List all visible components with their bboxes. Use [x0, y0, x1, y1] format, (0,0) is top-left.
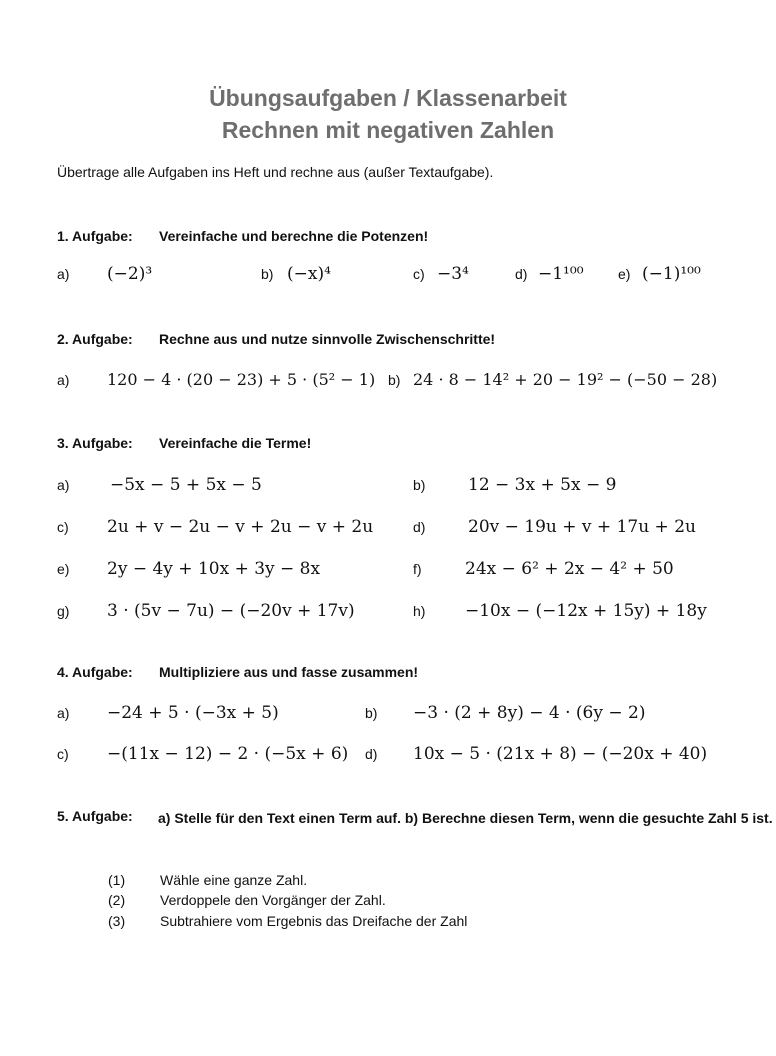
task-1-instruction: Vereinfache und berechne die Potenzen!	[159, 228, 429, 244]
task-1-heading	[57, 228, 428, 244]
task-3c-expression: 2u + v − 2u − v + 2u − v + 2u	[107, 517, 374, 537]
task-3b-expression: 12 − 3x + 5x − 9	[468, 475, 617, 495]
task-2-instruction: Rechne aus und nutze sinnvolle Zwischenschritte!	[159, 331, 496, 347]
task-4d-expression: 10x − 5 · (21x + 8) − (−20x + 40)	[413, 744, 708, 764]
task-3a-label: a)	[57, 477, 70, 493]
task-4b-expression: −3 · (2 + 8y) − 4 · (6y − 2)	[413, 703, 646, 723]
task-4c-label: c)	[57, 746, 69, 762]
task-5-item-1-number: (1)	[108, 872, 126, 888]
task-1-items	[0, 266, 776, 290]
task-3-heading	[57, 435, 311, 451]
task-1a-expression: (−2)³	[107, 264, 153, 284]
task-1d-expression: −1¹⁰⁰	[538, 264, 584, 284]
task-1c-expression: −3⁴	[437, 264, 469, 284]
page-subtitle: Rechnen mit negativen Zahlen	[221, 117, 555, 143]
task-3-number: 3. Aufgabe:	[57, 435, 133, 451]
task-3-row-3	[0, 561, 776, 585]
task-1-number: 1. Aufgabe:	[57, 228, 133, 244]
task-4c-expression: −(11x − 12) − 2 · (−5x + 6)	[107, 744, 349, 764]
task-4-number: 4. Aufgabe:	[57, 664, 133, 680]
task-2-number: 2. Aufgabe:	[57, 331, 133, 347]
task-1e-expression: (−1)¹⁰⁰	[642, 264, 701, 284]
task-2-heading	[57, 331, 495, 347]
task-3h-expression: −10x − (−12x + 15y) + 18y	[465, 601, 707, 621]
task-3a-expression: −5x − 5 + 5x − 5	[110, 475, 262, 495]
task-3d-expression: 20v − 19u + v + 17u + 2u	[468, 517, 696, 537]
task-3g-label: g)	[57, 603, 70, 619]
task-5-item-1-text: Wähle eine ganze Zahl.	[160, 872, 308, 888]
task-1d-label: d)	[515, 266, 528, 282]
task-3-row-2	[0, 519, 776, 543]
task-5-instruction: a) Stelle für den Text einen Term auf. b) Berechne diesen Term, wenn die gesuchte Zahl 5 ist.	[158, 810, 773, 826]
task-5-item-3-number: (3)	[108, 913, 126, 929]
task-4-row-2	[0, 746, 776, 770]
task-3-instruction: Vereinfache die Terme!	[159, 435, 312, 451]
intro-instruction: Übertrage alle Aufgaben ins Heft und rechne aus (außer Textaufgabe).	[57, 164, 494, 180]
task-1c-label: c)	[413, 266, 425, 282]
task-5-item-2-text: Verdoppele den Vorgänger der Zahl.	[160, 892, 386, 908]
task-3e-label: e)	[57, 561, 70, 577]
task-2b-label: b)	[388, 372, 401, 388]
task-2b-expression: 24 · 8 − 14² + 20 − 19² − (−50 − 28)	[413, 370, 718, 389]
task-1b-label: b)	[261, 266, 274, 282]
task-3c-label: c)	[57, 519, 69, 535]
task-3d-label: d)	[413, 519, 426, 535]
task-4-heading	[57, 664, 418, 680]
task-5-item-3-text: Subtrahiere vom Ergebnis das Dreifache der Zahl	[160, 913, 468, 929]
task-5-item-2-number: (2)	[108, 892, 126, 908]
page-title: Übungsaufgaben / Klassenarbeit	[209, 85, 567, 111]
task-1b-expression: (−x)⁴	[287, 264, 331, 284]
task-4-row-1	[0, 705, 776, 729]
task-3g-expression: 3 · (5v − 7u) − (−20v + 17v)	[107, 601, 355, 621]
task-2a-expression: 120 − 4 · (20 − 23) + 5 · (5² − 1)	[107, 370, 376, 389]
task-3f-expression: 24x − 6² + 2x − 4² + 50	[465, 559, 674, 579]
task-3-row-4	[0, 603, 776, 627]
task-2a-label: a)	[57, 372, 70, 388]
task-4b-label: b)	[365, 705, 378, 721]
task-4a-expression: −24 + 5 · (−3x + 5)	[107, 703, 279, 723]
task-3h-label: h)	[413, 603, 426, 619]
task-3f-label: f)	[413, 561, 422, 577]
task-4-instruction: Multipliziere aus und fasse zusammen!	[159, 664, 419, 680]
task-3e-expression: 2y − 4y + 10x + 3y − 8x	[107, 559, 321, 579]
task-3b-label: b)	[413, 477, 426, 493]
task-4d-label: d)	[365, 746, 378, 762]
task-2-items	[0, 372, 776, 396]
task-1e-label: e)	[618, 266, 631, 282]
task-3-row-1	[0, 477, 776, 501]
task-4a-label: a)	[57, 705, 70, 721]
task-5-number: 5. Aufgabe:	[57, 808, 133, 824]
task-1a-label: a)	[57, 266, 70, 282]
